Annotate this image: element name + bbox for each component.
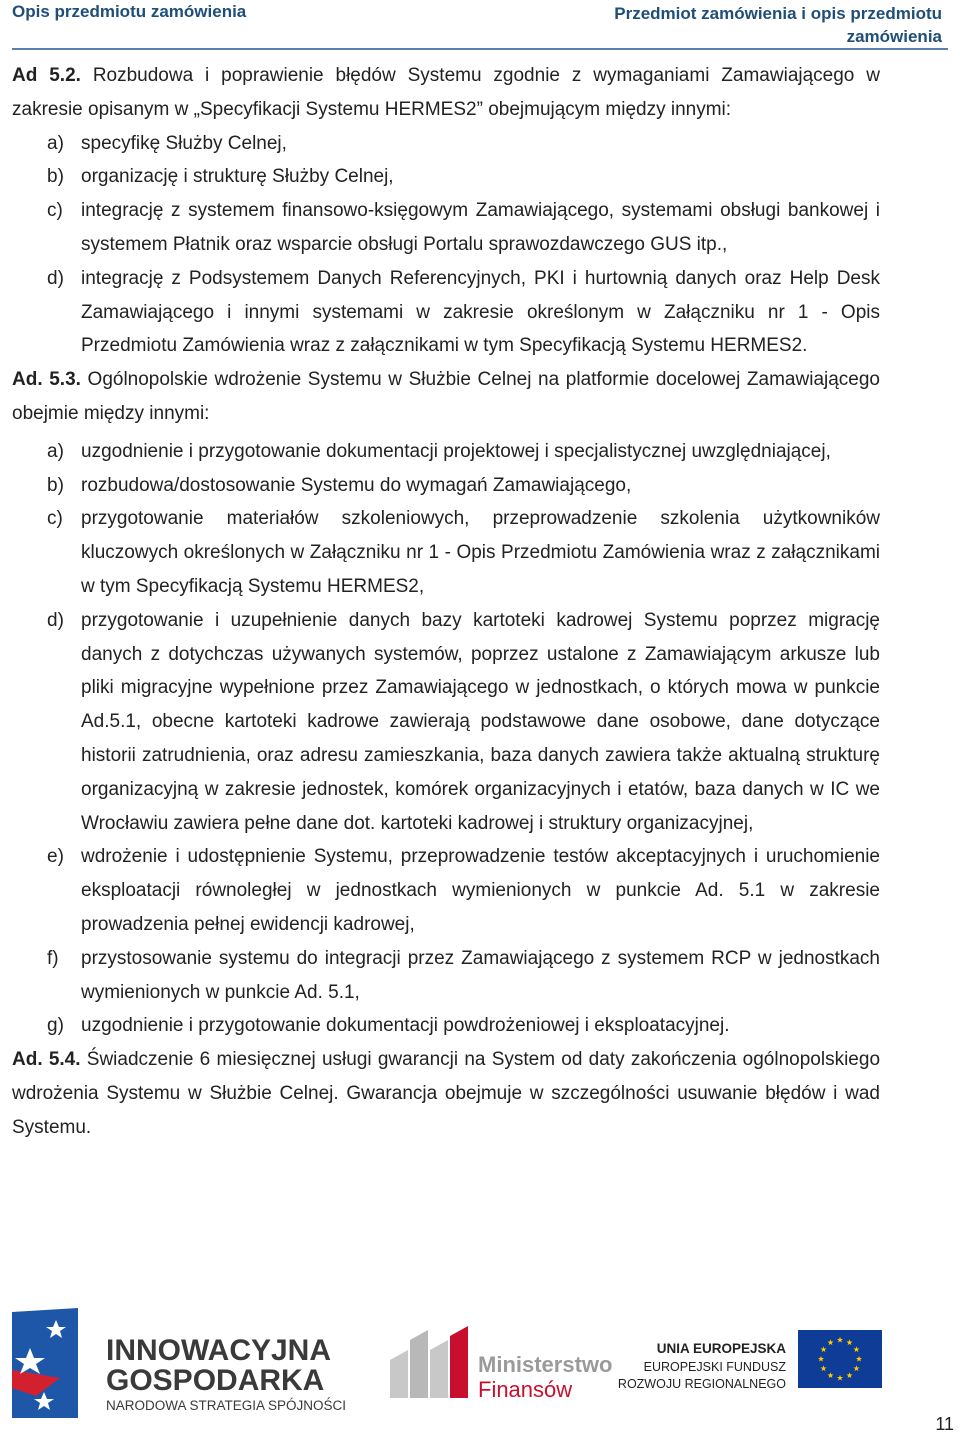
list-item-letter: d) [47, 267, 64, 289]
footer-logos [0, 1300, 960, 1430]
section-5-2-text: Rozbudowa i poprawienie błędów Systemu zgodnie z wymaganiami Zamawiającego w zakresie opisanym w „Specyfikacji Systemu HERMES2” obejmującym między innymi: [12, 65, 880, 120]
list-item-text: uzgodnienie i przygotowanie dokumentacji projektowej i specjalistycznej uwzględniającej, [81, 440, 831, 462]
ig-line1: INNOWACYJNA [106, 1334, 332, 1367]
list-item-text: integrację z Podsystemem Danych Referencyjnych, PKI i hurtownią danych oraz Help Desk Zamawiającego i innymi systemami w zakresie określonym w Załączniku nr 1 - Opis Przedmiotu Zamówienia wraz z załącznikami w tym Specyfikacją Systemu HERMES2. [81, 267, 880, 357]
mf-line1: Ministerstwo [478, 1352, 613, 1377]
list-item-text: integrację z systemem finansowo-księgowym Zamawiającego, systemami obsługi bankowej i systemem Płatnik oraz wsparcie obsługi Portalu sprawozdawczego GUS itp., [81, 200, 880, 255]
ig-line2: GOSPODARKA [106, 1364, 325, 1397]
section-5-3-text: Ogólnopolskie wdrożenie Systemu w Służbie Celnej na platformie docelowej Zamawiającego obejmie między innymi: [12, 369, 880, 424]
list-item-letter: d) [47, 609, 64, 631]
ministerstwo-finansow-emblem [390, 1326, 468, 1398]
list-item-text: przygotowanie i uzupełnienie danych bazy kartoteki kadrowej Systemu poprzez migrację danych z dotychczas używanych systemów, poprzez ustalone z Zamawiającym arkusze lub pliki migracyjne wypełnione przez Zamawiającego w jednostkach, o których mowa w punkcie Ad.5.1, obecne kartoteki kadrowe zawierają podstawowe dane osobowe, dane dotyczące historii zatrudnienia, oraz adresu zamieszkania, baza danych zawiera także aktualną strukturę organizacyjną w zakresie jednostek, komórek organizacyjnych i etatów, baza danych w IC we Wrocławiu zawiera pełne dane dot. kartoteki kadrowej i struktury organizacyjnej, [81, 609, 880, 834]
section-5-3-intro [12, 363, 880, 431]
list-item-text: wdrożenie i udostępnienie Systemu, przeprowadzenie testów akceptacyjnych i uruchomienie eksploatacji równoległej w jednostkach wymienionych w punkcie Ad. 5.1 w zakresie prowadzenia pełnej ewidencji kadrowej, [81, 846, 880, 935]
list-item-text: przygotowanie materiałów szkoleniowych, przeprowadzenie szkolenia użytkowników kluczowych określonych w Załączniku nr 1 - Opis Przedmiotu Zamówienia wraz z załącznikami w tym Specyfikacją Systemu HERMES2, [81, 508, 880, 597]
list-item-letter: a) [47, 132, 64, 154]
section-5-4-text: Świadczenie 6 miesięcznej usługi gwarancji na System od daty zakończenia ogólnopolskiego wdrożenia Systemu w Służbie Celnej. Gwarancja obejmuje w szczególności usuwanie błędów i wad Systemu. [12, 1049, 881, 1138]
list-item [12, 604, 880, 841]
list-item [12, 469, 880, 503]
header-left-title: Opis przedmiotu zamówienia [12, 2, 247, 21]
list-item [12, 160, 880, 194]
section-5-3-label: Ad. 5.3. [12, 369, 81, 391]
logos-strip [0, 1300, 960, 1430]
list-item-letter: c) [47, 200, 63, 222]
list-item [12, 127, 880, 161]
list-item [12, 840, 880, 941]
ue-line2: EUROPEJSKI FUNDUSZ [643, 1360, 786, 1374]
ue-line1: UNIA EUROPEJSKA [656, 1341, 786, 1356]
list-item-letter: g) [47, 1015, 64, 1037]
list-item-text: przystosowanie systemu do integracji przez Zamawiającego z systemem RCP w jednostkach wymienionych w punkcie Ad. 5.1, [81, 947, 880, 1003]
list-item-text: uzgodnienie i przygotowanie dokumentacji powdrożeniowej i eksploatacyjnej. [81, 1015, 730, 1037]
section-5-2-label: Ad 5.2. [12, 65, 81, 86]
list-item-letter: c) [47, 508, 63, 530]
list-item [12, 1009, 880, 1043]
section-5-2-list [12, 127, 880, 364]
list-item [12, 435, 880, 469]
list-item-text: specyfikę Służby Celnej, [81, 132, 287, 154]
list-item-letter: a) [47, 440, 64, 462]
section-5-4-paragraph [12, 1043, 880, 1144]
list-item [12, 194, 880, 262]
list-item [12, 942, 880, 1010]
section-5-4-label: Ad. 5.4. [12, 1049, 81, 1071]
list-item-text: organizację i strukturę Służby Celnej, [81, 166, 394, 188]
section-5-3-list [12, 435, 880, 1043]
list-item-letter: f) [47, 947, 59, 969]
eu-flag-icon [798, 1330, 882, 1388]
ue-line3: ROZWOJU REGIONALNEGO [617, 1377, 786, 1391]
mf-line2: Finansów [478, 1377, 573, 1402]
page-header [12, 0, 948, 50]
header-right-title: Przedmiot zamówienia i opis przedmiotu zamówienia [614, 4, 942, 46]
list-item-letter: e) [47, 846, 64, 868]
list-item-letter: b) [47, 474, 64, 496]
innowacyjna-gospodarka-emblem [12, 1308, 78, 1418]
document-body [12, 59, 880, 1145]
ig-line3: NARODOWA STRATEGIA SPÓJNOŚCI [106, 1398, 347, 1413]
list-item [12, 502, 880, 603]
section-5-2-intro [12, 59, 880, 127]
list-item [12, 262, 880, 363]
list-item-letter: b) [47, 166, 64, 188]
list-item-text: rozbudowa/dostosowanie Systemu do wymagań Zamawiającego, [81, 474, 632, 496]
page-number: 11 [935, 1414, 954, 1434]
